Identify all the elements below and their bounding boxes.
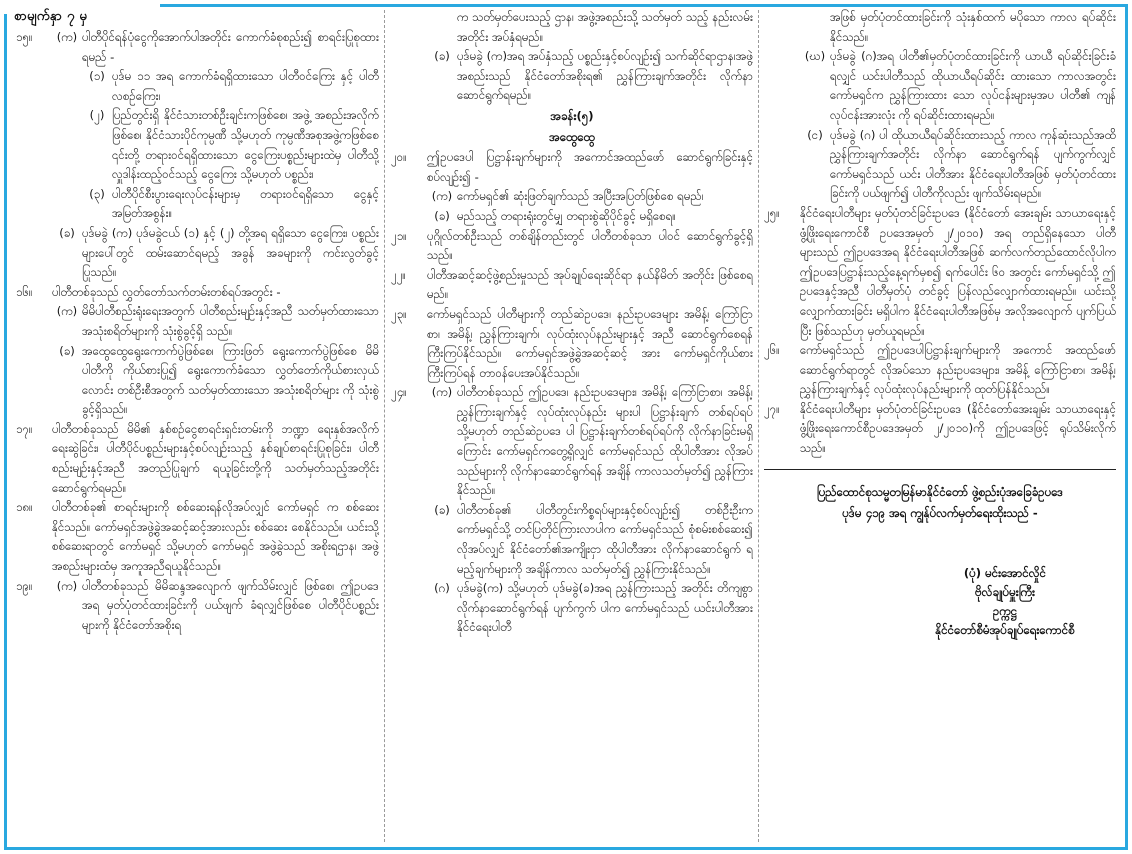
continued-paragraph: [391, 8, 753, 47]
clause-text: ပါတီအဆင့်ဆင့်ဖွဲ့စည်းမှုသည် အုပ်ချုပ်ရေးဆိုင်ရာ နယ်နိမိတ် အတိုင်း ဖြစ်စေရမည်။: [427, 267, 753, 302]
clause-label: (ခ): [59, 343, 75, 358]
subsection-paragraph: [391, 579, 753, 638]
section-paragraph: [16, 28, 379, 67]
section-number: ၁၅။: [16, 30, 33, 44]
clause-text: ကော်မရှင်သည် ပါတီများကို တည်ဆဲဥပဒေ၊ နည်းဥပဒေများ အမိန့်၊ ကြော်ငြာစာ၊ အမိန့်၊ ညွှန်ကြားချက်၊ လုပ်ထုံးလုပ်နည်းများနှင့် အညီ ဆောင်ရွက်စေရန်ကြီးကြပ်နိုင်သည်။ ကော်မရှင်အဖွဲ့ခွဲအဆင့်ဆင့် အား ကော်မရှင်ကိုယ်စား ကြီးကြပ်ရန် တာဝန်ပေးအပ်နိုင်သည်။: [427, 306, 753, 380]
section-number: ၂၅။: [764, 205, 780, 220]
enactment-notice: [764, 482, 1116, 524]
section-paragraph: [391, 227, 753, 266]
clause-label: (ခ): [434, 208, 450, 223]
clause-text: ပါတီပိုင်ရန်ပုံငွေကိုအောက်ပါအတိုင်း ကောက်ခံစုစည်း၍ စာရင်းပြုစုထားရမည် -: [82, 30, 379, 64]
section-paragraph: [16, 577, 379, 636]
subsection-paragraph: [16, 224, 379, 283]
clause-text: နိုင်ငံရေးပါတီများ မှတ်ပုံတင်ခြင်းဥပဒေ (နိုင်ငံတော်အေးချမ်း သာယာရေးနှင့် ဖွံ့ဖြိုးရေးကောင်စီဥပဒေအမှတ် ၂/၂၀၁၀)ကို ဤဥပဒေဖြင့် ရုပ်သိမ်းလိုက်သည်။: [800, 401, 1116, 456]
signature-block: [894, 564, 1116, 640]
list-item: [16, 67, 379, 106]
clause-label: (င): [807, 127, 823, 142]
subsection-paragraph: [764, 47, 1116, 125]
section-number: ၁၆။: [16, 284, 33, 299]
notice-line-1: ပြည်ထောင်စုသမ္မတမြန်မာနိုင်ငံတော် ဖွဲ့စည်းပုံအခြေခံဥပဒေ: [816, 484, 1064, 499]
section-number: ၂၆။: [764, 343, 780, 358]
clause-text: ပုဂ္ဂိုလ်တစ်ဦးသည် တစ်ချိန်တည်းတွင် ပါတီတစ်ခုသာ ပါဝင် ဆောင်ရွက်ခွင့်ရှိသည်။: [427, 228, 753, 263]
clause-text: ပုဒ်မခွဲ (က)အရ အပ်နှံသည့် ပစ္စည်းနှင့်စပ်လျဉ်း၍ သက်ဆိုင်ရာဌာန၊အဖွဲ့အစည်းသည် နိုင်ငံတော်အစိုးရ၏ ညွှန်ကြားချက်အတိုင်း လိုက်နာဆောင်ရွက်ရမည်။: [457, 49, 753, 103]
clause-text: ပုဒ်မခွဲ (ဂ) ပါ ထိုယာယီရပ်ဆိုင်းထားသည့် ကာလ ကုန်ဆုံးသည်အထိ ညွှန်ကြားချက်အတိုင်း လိုက်နာ ဆောင်ရွက်ရန် ပျက်ကွက်လျှင် ကော်မရှင်သည် ယင်း ပါတီအား နိုင်ငံရေးပါတီအဖြစ် မှတ်ပုံတင်ထားခြင်းကို ပယ်ဖျက်၍ ပါတီကိုလည်း ဖျက်သိမ်းရမည်။: [830, 127, 1116, 201]
subsection-paragraph: [16, 302, 379, 341]
subsection-paragraph: [764, 126, 1116, 204]
clause-text: ပုဒ်မ ၁၁ အရ ကောက်ခံရရှိထားသော ပါတီဝင်ကြေး နှင့် ပါတီလစဉ်ကြေး၊: [112, 69, 379, 103]
clause-text: မိမိပါတီစည်းရုံးရေးအတွက် ပါတီစည်းမျဉ်းနှင့်အညီ သတ်မှတ်ထားသော အသုံးစရိတ်များကို သုံးစွဲခွင့်ရှိ သည်။: [82, 304, 379, 338]
section-paragraph: [764, 400, 1116, 459]
clause-label: (က): [56, 30, 78, 44]
column-2: [391, 8, 753, 844]
page-number: စာမျက်နှာ ၇ မှ: [14, 9, 88, 24]
clause-text: နိုင်ငံရေးပါတီများ မှတ်ပုံတင်ခြင်းဥပဒေ (နိုင်ငံတော် အေးချမ်း သာယာရေးနှင့် ဖွံ့ဖြိုးရေးကောင်စီ ဥပဒေအမှတ် ၂/၂၀၁၀) အရ တည်ရှိနေသော ပါတီများသည် ဤဥပဒေအရ နိုင်ငံရေးပါတီအဖြစ် ဆက်လက်တည်ထောင်လိုပါက ဤဥပဒေပြဋ္ဌာန်းသည့်နေ့ရက်မှစ၍ ရက်ပေါင်း ၆၀ အတွင်း ကော်မရှင်သို့ ဤဥပဒေနှင့်အညီ ပါတီမှတ်ပုံ တင်ခွင့် ပြန်လည်လျှောက်ထားရမည်။ ယင်းသို့ လျှောက်ထားခြင်း မရှိပါက နိုင်ငံရေးပါတီအဖြစ်မှ အလိုအလျောက် ပျက်ပြယ်ပြီး ဖြစ်သည်ဟု မှတ်ယူရမည်။: [800, 205, 1116, 338]
clause-text: ပုဒ်မခွဲ (ဂ)အရ ပါတီ၏မှတ်ပုံတင်ထားခြင်းကို ယာယီ ရပ်ဆိုင်းခြင်းခံရလျှင် ယင်းပါတီသည် ထိုယာယီရပ်ဆိုင်း ထားသော ကာလအတွင်း ကော်မရှင်က ညွှန်ကြားထား သော လုပ်ငန်းများမှအပ ပါတီ၏ ကျန်လုပ်ငန်းအားလုံး ကို ရပ်ဆိုင်းထားရမည်။: [830, 49, 1116, 122]
clause-text: ပါတီတစ်ခု၏ ပါတီတွင်းကိစ္စရပ်များနှင့်စပ်လျဉ်း၍ တစ်ဦးဦးက ကော်မရှင်သို့ တင်ပြတိုင်ကြားလာပါက ကော်မရှင်သည် စုံစမ်းစစ်ဆေး၍ လိုအပ်လျှင် နိုင်ငံတော်၏အကျိုးငှာ ထိုပါတီအား လိုက်နာဆောင်ရွက် ရမည့်ချက်များကို အချိန်ကာလ သတ်မှတ်၍ ညွှန်ကြားနိုင်သည်။: [457, 502, 753, 576]
section-number: ၁၈။: [16, 500, 33, 515]
clause-text: ပါတီပိုင်စီးပွားရေးလုပ်ငန်းများမှ တရားဝင်ရရှိသော ငွေနှင့် အမြတ်အစွန်း။: [112, 186, 379, 221]
clause-text: ပုဒ်မခွဲ(က) သို့မဟုတ် ပုဒ်မခွဲ(ခ)အရ ညွှန်ကြားသည့် အတိုင်း တိကျစွာ လိုက်နာဆောင်ရွက်ရန် ပျက်ကွက် ပါက ကော်မရှင်သည် ယင်းပါတီအား နိုင်ငံရေးပါတီ: [457, 581, 753, 635]
clause-label: (၁): [89, 69, 105, 84]
clause-label: (က): [431, 189, 453, 204]
clause-label: (၃): [89, 186, 105, 201]
clause-text: ပြည်တွင်းရှိ နိုင်ငံသားတစ်ဦးချင်းကဖြစ်စေ၊ အဖွဲ့ အစည်းအလိုက်ဖြစ်စေ၊ နိုင်ငံသားပိုင်ကုမ္ပဏီ သို့မဟုတ် ကုမ္ပဏီအစုအဖွဲ့ကဖြစ်စေ ၎င်းတို့ တရားဝင်ရရှိထားသော ငွေကြေးပစ္စည်းများထဲမှ ပါတီသို့ လှူဒါန်းထည့်ဝင်သည့် ငွေကြေး သို့မဟုတ် ပစ္စည်း၊: [112, 108, 379, 182]
section-number: ၂၄။: [391, 385, 407, 400]
notice-line-2: ပုဒ်မ ၄၁၉ အရ ကျွန်ုပ်လက်မှတ်ရေးထိုးသည် -: [842, 505, 1038, 520]
column-divider-2: [758, 10, 759, 842]
clause-label: (က): [56, 304, 78, 319]
clause-text: ဤဥပဒေပါ ပြဋ္ဌာန်းချက်များကို အကောင်အထည်ဖော် ဆောင်ရွက်ခြင်းနှင့် စပ်လျဉ်း၍ -: [427, 150, 753, 184]
subsection-paragraph: [391, 501, 753, 579]
signer-org: နိုင်ငံတော်စီမံအုပ်ချုပ်ရေးကောင်စီ: [935, 622, 1075, 637]
clause-text: ကော်မရှင်၏ ဆုံးဖြတ်ချက်သည် အပြီးအပြတ်ဖြစ်စေ ရမည်၊: [457, 189, 704, 204]
section-number: ၂၁။: [391, 228, 407, 243]
section-number: ၁၉။: [16, 578, 33, 593]
clause-text: ကော်မရှင်သည် ဤဥပဒေပါပြဋ္ဌာန်းချက်များကို အကောင် အထည်ဖော်ဆောင်ရွက်ရာတွင် လိုအပ်သော နည်းဥပဒေများ၊ အမိန့် ကြော်ငြာစာ၊ အမိန့်၊ ညွှန်ကြားချက်နှင့် လုပ်ထုံးလုပ်နည်းများကို ထုတ်ပြန်နိုင်သည်။: [800, 343, 1116, 397]
clause-text: ပုဒ်မခွဲ (က) ပုဒ်မခွဲငယ် (၁) နှင့် (၂) တို့အရ ရရှိသော ငွေကြေး၊ ပစ္စည်းများပေါ်တွင် ထမ်းဆောင်ရမည့် အခွန် အခများကို ကင်းလွတ်ခွင့်ပြုသည်။: [82, 225, 379, 280]
signer-rank: ဗိုလ်ချုပ်မှူးကြီး: [975, 584, 1035, 599]
signer-title: ဥက္ကဋ္ဌ: [992, 603, 1018, 618]
clause-text: ပါတီတစ်ခုသည် မိမိဆန္ဒအလျောက် ဖျက်သိမ်းလျှင် ဖြစ်စေ၊ ဤဥပဒေအရ မှတ်ပုံတင်ထားခြင်းကို ပယ်ဖျက် ခံရလျှင်ဖြစ်စေ ပါတီပိုင်ပစ္စည်းများကို နိုင်ငံတော်အစိုးရ: [82, 578, 379, 632]
chapter-heading: အခန်း(၅): [550, 108, 594, 123]
clause-text: ပါတီတစ်ခုသည် လွှတ်တော်သက်တမ်းတစ်ရပ်အတွင်း -: [52, 284, 281, 299]
section-paragraph: [391, 148, 753, 187]
column-1: [16, 28, 379, 844]
chapter-heading: အထွေထွေ: [549, 129, 595, 144]
clause-label: (ခ): [59, 225, 75, 240]
clause-label: (ခ): [434, 49, 450, 64]
clause-label: (ခ): [434, 502, 450, 517]
list-item: [16, 185, 379, 224]
section-paragraph: [764, 341, 1116, 400]
clause-label: (၂): [89, 108, 105, 123]
clause-label: (ဃ): [804, 49, 826, 64]
separator-line: [764, 469, 1116, 470]
section-paragraph: [764, 204, 1116, 341]
subsection-paragraph: [391, 47, 753, 106]
section-number: ၂၀။: [391, 150, 407, 165]
list-item: [16, 106, 379, 184]
section-paragraph: [391, 266, 753, 305]
clause-label: (က): [56, 578, 78, 593]
section-number: ၁၇။: [16, 421, 33, 436]
clause-label: (ဂ): [434, 581, 450, 596]
continued-text: က သတ်မှတ်ပေးသည့် ဌာန၊ အဖွဲ့အစည်းသို့ သတ်မှတ် သည့် နည်းလမ်းအတိုင်း အပ်နှံရမည်။: [457, 10, 753, 44]
column-3-body: [764, 8, 1116, 459]
column-divider-1: [384, 10, 385, 842]
section-paragraph: [16, 283, 379, 303]
section-paragraph: [16, 420, 379, 498]
signer-name: (ပုံ) မင်းအောင်လှိုင်: [963, 565, 1047, 580]
clause-text: ပါတီတစ်ခု၏ စာရင်းများကို စစ်ဆေးရန်လိုအပ်လျှင် ကော်မရှင် က စစ်ဆေးနိုင်သည်။ ကော်မရှင်အဖွဲ့ခွဲအဆင့်ဆင့်အားလည်း စစ်ဆေး စေနိုင်သည်။ ယင်းသို့ စစ်ဆေးရာတွင် ကော်မရှင် သို့မဟုတ် ကော်မရှင် အဖွဲ့ခွဲသည် အစိုးရဌာန၊ အဖွဲ့အစည်းများထံမှ အကူအညီရယူနိုင်သည်။: [52, 500, 379, 574]
clause-text: မည်သည့် တရားရုံးတွင်မျှ တရားစွဲဆိုပိုင်ခွင့် မရှိစေရ။: [457, 208, 676, 223]
clause-text: ပါတီတစ်ခုသည် မိမိ၏ နှစ်စဉ်ငွေစာရင်းရှင်းတမ်းကို ဘဏ္ဍာ ရေးနှစ်အလိုက် ရေးဆွဲခြင်း၊ ပါတီပိုင်ပစ္စည်းများနှင့်စပ်လျဉ်းသည့် နှစ်ချုပ်စာရင်းပြုစုခြင်း၊ ပါတီ စည်းမျဉ်းနှင့်အညီ အတည်ပြုချက် ရယူခြင်းတို့ကို သတ်မှတ်သည့်အတိုင်း ဆောင်ရွက်ရမည်။: [52, 421, 379, 495]
section-paragraph: [391, 305, 753, 383]
clause-label: (က): [431, 385, 453, 400]
column-3: [764, 8, 1116, 844]
subsection-paragraph: [16, 342, 379, 420]
subsection-paragraph: [391, 187, 753, 207]
section-number: ၂၇။: [764, 401, 780, 416]
clause-text: အထွေထွေရွေးကောက်ပွဲဖြစ်စေ၊ ကြားဖြတ် ရွေးကောက်ပွဲဖြစ်စေ မိမိပါတီကို ကိုယ်စားပြု၍ ရွေးကောက်ခံသော လွှတ်တော်ကိုယ်စားလှယ်လောင်း တစ်ဦးစီအတွက် သတ်မှတ်ထားသော အသုံးစရိတ်များ ကို သုံးစွဲခွင့်ရှိသည်။: [82, 343, 379, 417]
section-paragraph: [391, 383, 753, 501]
subsection-paragraph: [391, 207, 753, 227]
clause-text: ပါတီတစ်ခုသည် ဤဥပဒေ၊ နည်းဥပဒေများ၊ အမိန့်၊ ကြော်ငြာစာ၊ အမိန့်၊ ညွှန်ကြားချက်နှင့် လုပ်ထုံးလုပ်နည်း များပါ ပြဋ္ဌာန်းချက် တစ်ရပ်ရပ် သို့မဟုတ် တည်ဆဲဥပဒေ ပါ ပြဋ္ဌာန်းချက်တစ်ရပ်ရပ်ကို လိုက်နာခြင်းမရှိကြောင်း ကော်မရှင်ကတွေ့ရှိလျှင် ကော်မရှင်သည် ထိုပါတီအား လိုအပ်သည်များကို လိုက်နာဆောင်ရွက်ရန် အချိန် ကာလသတ်မှတ်၍ ညွှန်ကြားနိုင်သည်။: [457, 385, 753, 498]
continued-paragraph: [764, 8, 1116, 47]
section-number: ၂၃။: [391, 306, 407, 321]
section-paragraph: [16, 498, 379, 576]
section-number: ၂၂။: [391, 267, 406, 282]
continued-text: အဖြစ် မှတ်ပုံတင်ထားခြင်းကို သုံးနှစ်ထက် မပိုသော ကာလ ရပ်ဆိုင်းနိုင်သည်။: [830, 10, 1116, 44]
